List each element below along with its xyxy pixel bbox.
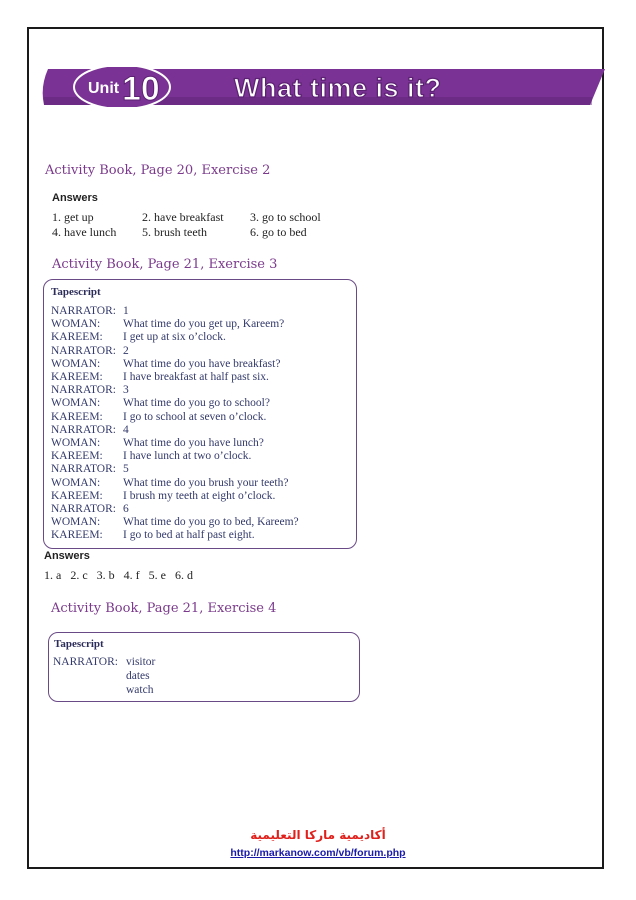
tapescript-row [51,358,351,371]
tapescript-row [51,318,351,331]
answers-heading-ex2: Answers [52,192,98,204]
section-title-ex2: Activity Book, Page 20, Exercise 2 [45,163,271,178]
spoken-line: I get up at six o’clock. [123,331,226,344]
speaker-label: WOMAN: [51,476,101,489]
unit-title: What time is it? [234,73,442,103]
footer-forum-link[interactable]: http://markanow.com/vb/forum.php [230,847,406,859]
tapescript-row [51,397,351,410]
spoken-line: 2 [123,344,129,357]
spoken-line: 6 [123,503,129,515]
word-item: visitor [126,656,156,668]
spoken-line: What time do you have lunch? [123,437,264,449]
answer-item: 3. go to school [250,210,321,224]
speaker-label: NARRATOR: [51,384,116,397]
tapescript-row [51,516,351,529]
speaker-label: WOMAN: [51,318,101,331]
speaker-label: KAREEM: [51,489,103,502]
answer-item: 1. get up [52,210,94,224]
tapescript-row [51,490,351,503]
speaker-label: NARRATOR: [51,305,116,317]
spoken-line: 3 [123,384,129,397]
speaker-label: NARRATOR: [51,503,116,515]
tapescript-row [51,477,351,490]
tapescript-row [51,529,351,542]
tapescript-row [51,463,351,476]
answer-item: 4. have lunch [52,225,117,239]
unit-number: 10 [122,70,160,107]
speaker-label: NARRATOR: [51,344,116,357]
tapescript-row [51,503,351,516]
speaker-label: WOMAN: [51,397,101,410]
section-title-ex3: Activity Book, Page 21, Exercise 3 [52,257,278,272]
spoken-line: What time do you get up, Kareem? [123,318,285,331]
tapescript-row [51,450,351,463]
spoken-line: I have lunch at two o’clock. [123,450,252,463]
spoken-line: I go to school at seven o’clock. [123,410,267,423]
spoken-line: 5 [123,463,129,476]
unit-banner [40,67,605,107]
spoken-line: What time do you go to school? [123,397,270,410]
footer-academy-name: أكاديمية ماركا التعليمية [250,828,386,842]
tapescript-row [51,305,351,318]
tapescript-row [51,437,351,450]
tapescript-row [51,384,351,397]
tapescript-row [51,411,351,424]
spoken-line: What time do you go to bed, Kareem? [123,516,299,529]
answer-item: 5. brush teeth [142,225,207,239]
speaker-label: KAREEM: [51,450,103,463]
tapescript-heading-ex4: Tapescript [54,638,104,650]
tapescript-heading-ex3: Tapescript [51,286,101,298]
tapescript-row [51,371,351,384]
speaker-label: KAREEM: [51,371,103,383]
spoken-line: I brush my teeth at eight o’clock. [123,489,276,502]
spoken-line: I have breakfast at half past six. [123,371,269,383]
answers-line-ex3: 1. a 2. c 3. b 4. f 5. e 6. d [44,568,193,582]
answer-item: 6. go to bed [250,225,307,239]
speaker-label: KAREEM: [51,529,103,542]
answers-heading-ex3: Answers [44,550,90,562]
speaker-label: NARRATOR: [51,423,116,436]
section-title-ex4: Activity Book, Page 21, Exercise 4 [51,601,277,616]
speaker-label: WOMAN: [51,357,101,370]
speaker-label: KAREEM: [51,331,103,344]
tapescript-row [51,424,351,437]
word-item: dates [126,670,150,682]
speaker-label: NARRATOR: [51,463,116,476]
speaker-label: KAREEM: [51,410,103,423]
unit-word: Unit [88,80,120,97]
speaker-narrator: NARRATOR: [53,656,118,668]
spoken-line: What time do you brush your teeth? [123,476,289,489]
speaker-label: WOMAN: [51,437,101,449]
answer-item: 2. have breakfast [142,210,224,224]
word-item: watch [126,684,154,696]
tapescript-row [51,345,351,358]
tapescript-row [51,331,351,344]
spoken-line: 1 [123,305,129,317]
spoken-line: I go to bed at half past eight. [123,529,255,542]
spoken-line: What time do you have breakfast? [123,357,281,370]
speaker-label: WOMAN: [51,516,101,529]
spoken-line: 4 [123,423,129,436]
